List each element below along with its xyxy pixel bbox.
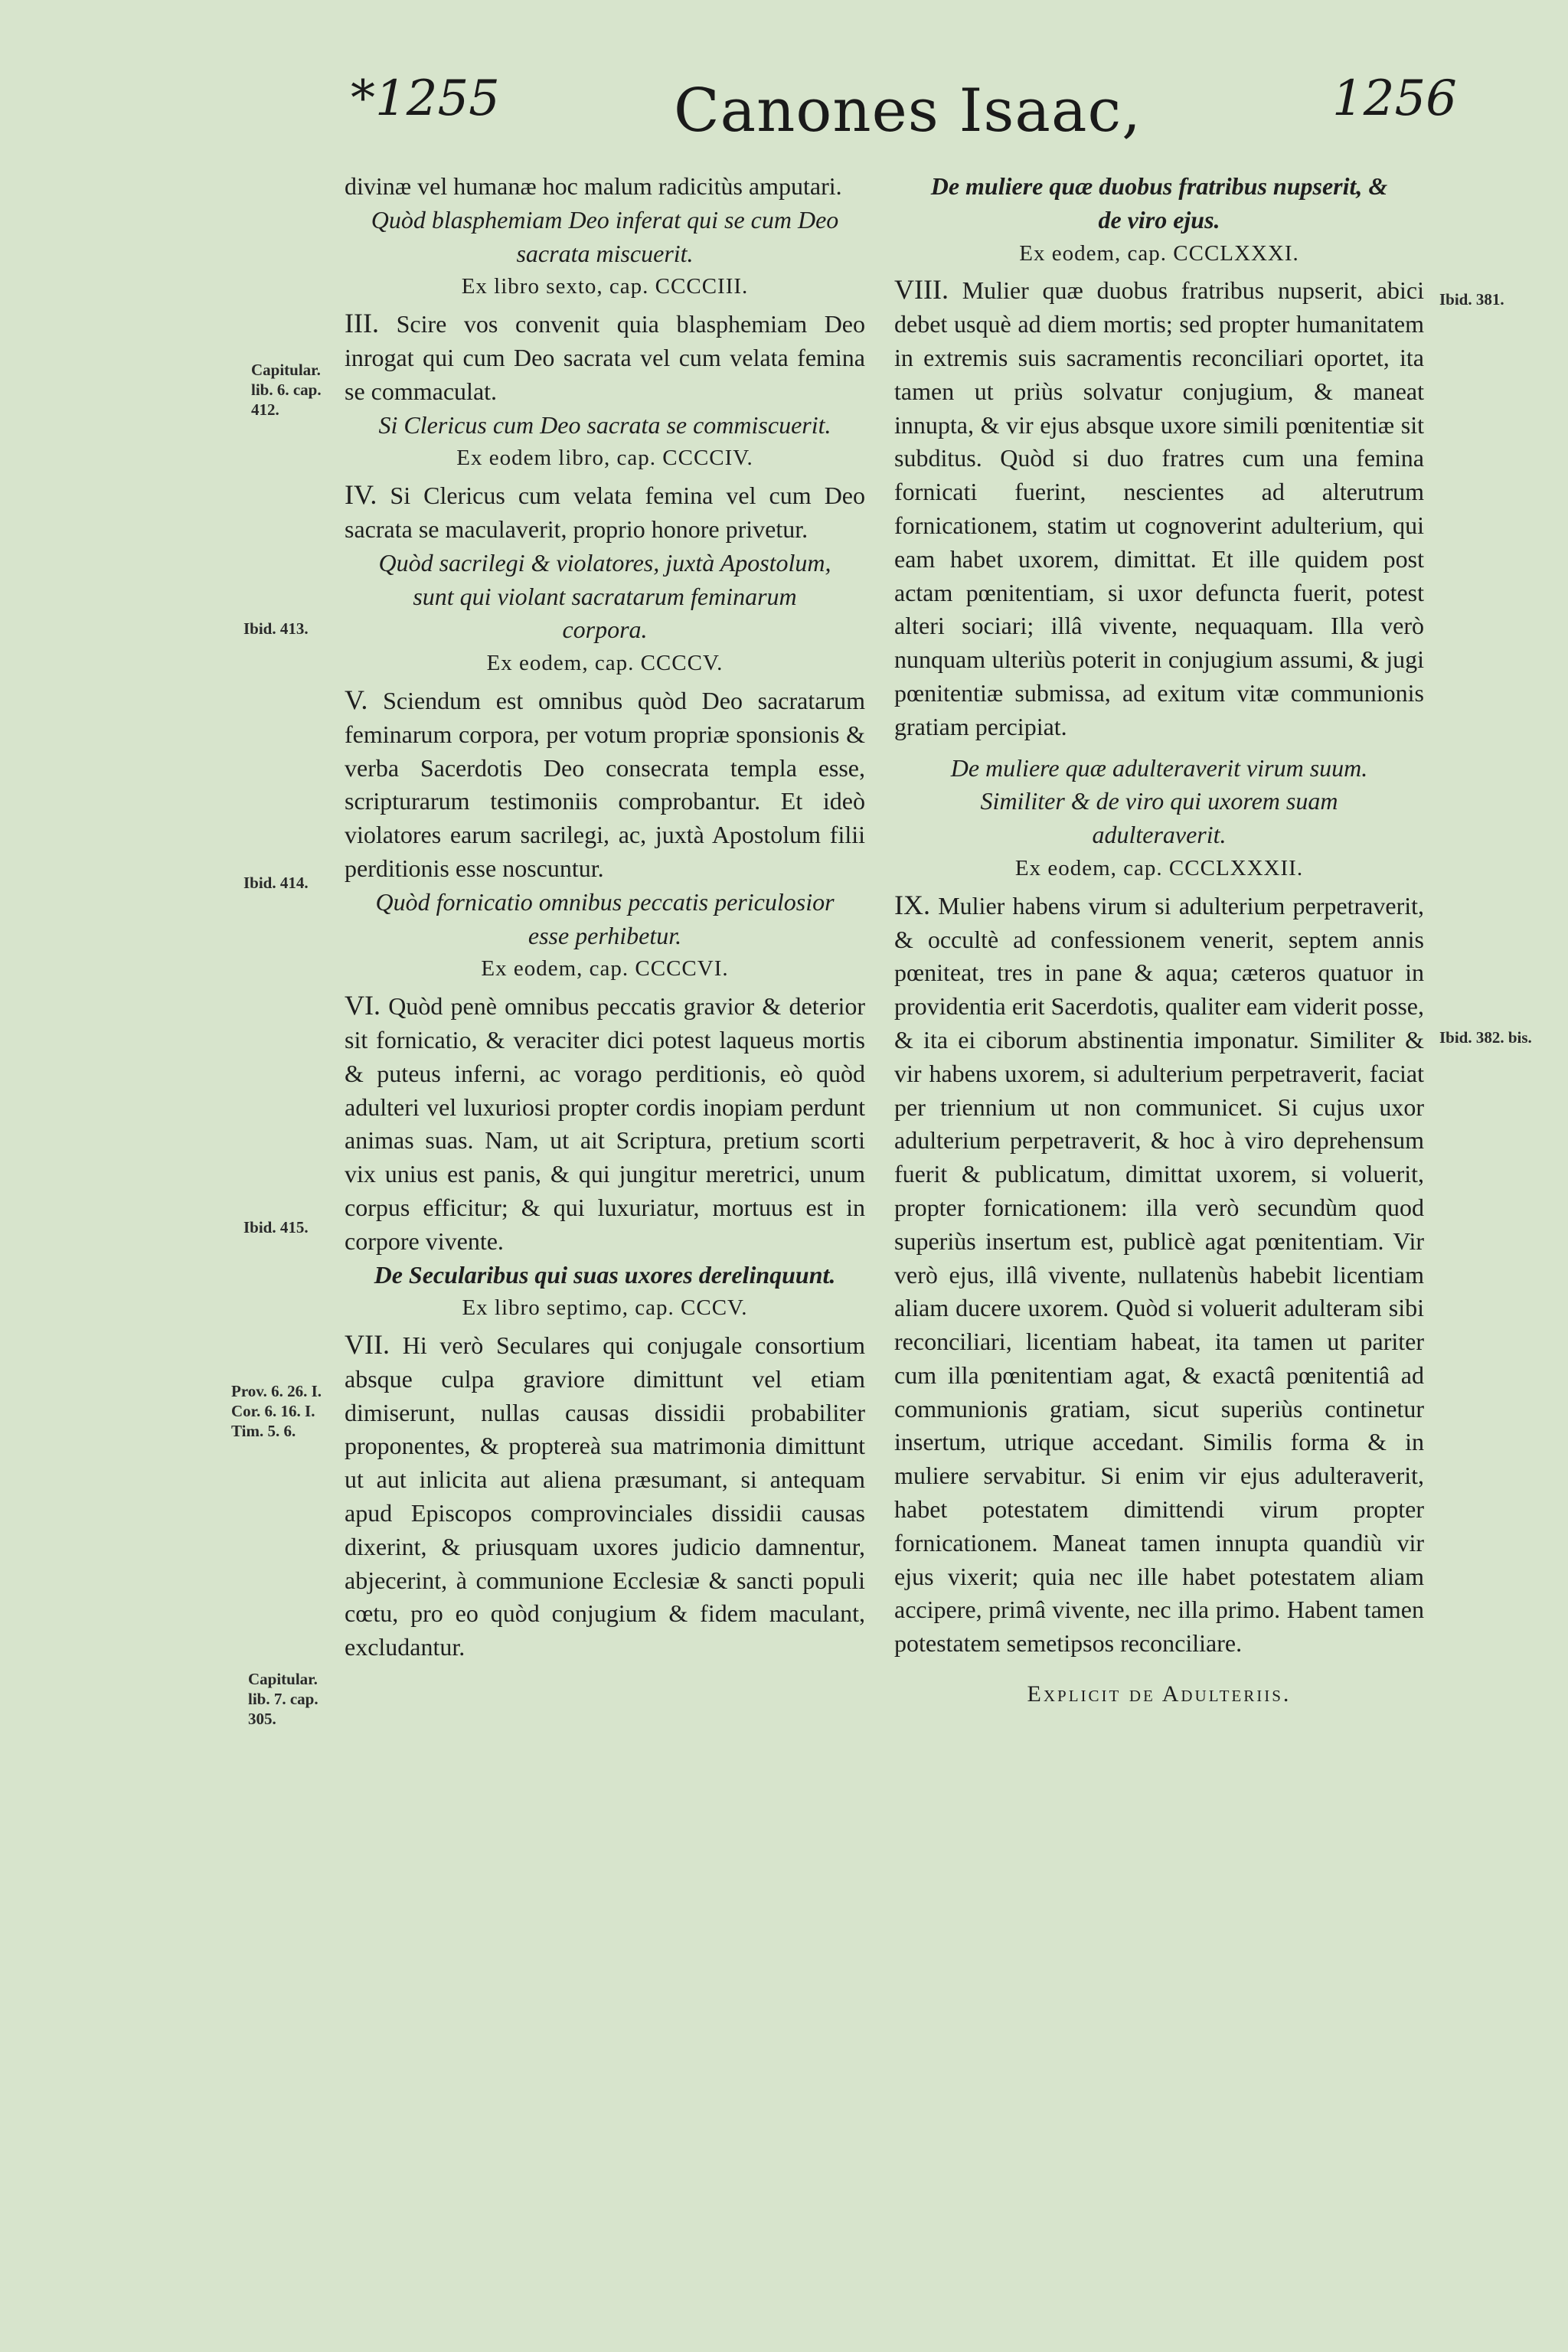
margin-note: Capitular. lib. 7. cap. 305. [248,1670,318,1728]
source-reference: Ex eodem, cap. CCCCVI. [481,956,729,982]
canon-text: Si Clericus cum velata femina vel cum Deo sacrata se maculaverit, proprio honore privetur. [345,482,866,543]
rubric-heading: Si Clericus cum Deo sacrata se commiscuerit. [378,410,831,439]
canon-paragraph [345,307,865,408]
right-page-number: 1256 [1332,70,1457,127]
canon-number: IX. [894,889,930,920]
rubric-heading: Quòd blasphemiam Deo inferat qui se cum Deo sacrata miscuerit. [371,205,839,267]
margin-note: Ibid. 382. bis. [1439,1028,1532,1047]
explicit-line: Explicit de Adulteriis. [1027,1681,1292,1707]
rubric-heading: De Secularibus qui suas uxores derelinquunt. [374,1260,836,1289]
rubric-heading: Quòd fornicatio omnibus peccatis periculosior esse perhibetur. [375,887,835,949]
canon-paragraph [345,684,865,886]
margin-note: Capitular. lib. 6. cap. 412. [251,361,322,419]
canon-paragraph [345,479,865,547]
margin-note: Ibid. 415. [243,1218,309,1236]
right-column [894,170,1424,1711]
source-reference: Ex libro sexto, cap. CCCCIII. [461,274,749,299]
source-reference: Ex libro septimo, cap. CCCV. [462,1295,748,1321]
canon-text: Mulier quæ duobus fratribus nupserit, abici debet usquè ad diem mortis; sed propter humanitatem in extremis suis sacramentis reconciliari oportet, ita tamen ut priùs solvatur conjugium, & maneat innupta, & vir ejus absque uxore simili pœnitentiæ sit subditus. Quòd si duo fratres cum una femina fornicati fuerint, nescientes ad alterutrum fornicationem, statim ut cognoverint adulterium, qui eam habet uxorem, dimittat. Et ille quidem post actam pœnitentiam, si uxor defuncta fuerit, potest alteri sociari; illâ vivente, nequaquam. Illa verò nunquam ulteriùs poterit in conjugium assumi, & jugi pœnitentiæ submissa, ad exitum vitæ communionis gratiam percipiat. [894,276,1425,740]
canon-number: VII. [345,1329,390,1361]
source-reference: Ex eodem libro, cap. CCCCIV. [456,446,753,471]
rubric-heading: De muliere quæ duobus fratribus nupserit, & de viro ejus. [930,172,1388,234]
margin-note: Ibid. 414. [243,874,309,892]
source-reference: Ex eodem, cap. CCCLXXXII. [1014,855,1304,880]
canon-number: VI. [345,990,381,1021]
canon-paragraph [345,989,865,1258]
left-column [345,170,865,1664]
canon-number: V. [345,684,368,715]
rubric-heading: De muliere quæ adulteraverit virum suum. Similiter & de viro qui uxorem suam adulteraverit. [950,753,1368,849]
paragraph-continuation: divinæ vel humanæ hoc malum radicitùs amputari. [345,172,842,200]
rubric-heading: Quòd sacrilegi & violatores, juxtà Apostolum, sunt qui violant sacratarum feminarum corpora. [378,548,831,644]
canon-paragraph [345,1328,865,1664]
margin-note: Ibid. 381. [1439,290,1504,309]
canon-paragraph [894,889,1424,1661]
canon-paragraph [894,273,1424,743]
canon-text: Quòd penè omnibus peccatis gravior & deterior sit fornicatio, & veraciter dici potest laqueus mortis & puteus inferni, ac vorago perditionis, eò quòd adulteri vel luxuriosi propter cordis inopiam perdunt animas suas. Nam, ut ait Scriptura, pretium scorti vix unius est panis, & qui jungitur meretrici, unum corpus efficitur; & qui luxuriatur, mortuus est in corpore vivente. [345,992,866,1255]
source-reference: Ex eodem, cap. CCCCV. [486,651,724,676]
canon-text: Sciendum est omnibus quòd Deo sacratarum feminarum corpora, per votum propriæ sponsionis & verba Sacerdotis Deo consecrata templa esse, scripturarum testimoniis comprobantur. Et ideò violatores earum sacrilegi, ac, juxtà Apostolum filii perditionis esse noscuntur. [345,686,866,882]
source-reference: Ex eodem, cap. CCCLXXXI. [1019,240,1299,266]
canon-number: VIII. [894,274,949,305]
running-title: Canones Isaac, [674,77,1142,145]
canon-text: Mulier habens virum si adulterium perpetraverit, & occultè ad confessionem venerit, septem annis pœniteat, tres in pane & aqua; cæteros quatuor in providentia erit Sacerdotis, qualiter eam viderit posse, & ita ei ciborum abstinentia imponatur. Similiter & vir habens uxorem, si adulterium perpetraverit, faciat per triennium ut non communicet. Si cujus uxor adulterium perpetraverit, & hoc à viro deprehensum fuerit & publicatum, dimittat uxorem, si voluerit, propter fornicationem: illa verò secundùm quod superiùs insertum est, publicè agat pœnitentiam. Vir verò ejus, illâ vivente, nullatenùs habebit licentiam aliam ducere uxorem. Quòd si voluerit adulteram sibi reconciliari, licentiam habeat, ita tamen ut pariter cum illa pœnitentiam agat, & exactâ pœnitentiâ ad communionis gratiam, sicut superiùs continetur insertum, utrique accedant. Similis forma & in muliere servabitur. Si enim vir ejus adulteraverit, habet potestatem dimittendi virum propter fornicationem. Maneat tamen innupta quandiù vir ejus vixerit; quia nec ille habet potestatem aliam accipere, primâ vivente, nec illa primo. Habent tamen potestatem semetipsos reconciliare. [894,891,1425,1658]
margin-note: Prov. 6. 26. I. Cor. 6. 16. I. Tim. 5. 6. [231,1382,322,1440]
margin-note: Ibid. 413. [243,619,309,638]
canon-text: Scire vos convenit quia blasphemiam Deo inrogat qui cum Deo sacrata vel cum velata femina se commaculat. [345,310,866,405]
canon-number: III. [345,308,379,339]
canon-text: Hi verò Seculares qui conjugale consortium absque culpa graviore dimittunt vel etiam dimiserunt, nullas causas dissidii probabiliter proponentes, & proptereà sua matrimonia dimittunt ut aut inlicita aut aliena præsumant, si antequam apud Episcopos comprovinciales dissidii causas dixerint, & priusquam uxores judicio damnentur, abjecerint, à communione Ecclesiæ & sancti populi cœtu, pro eo quòd conjugium & fidem maculant, excludantur. [345,1331,866,1661]
canon-number: IV. [345,479,377,511]
left-page-number: *1255 [351,70,500,127]
